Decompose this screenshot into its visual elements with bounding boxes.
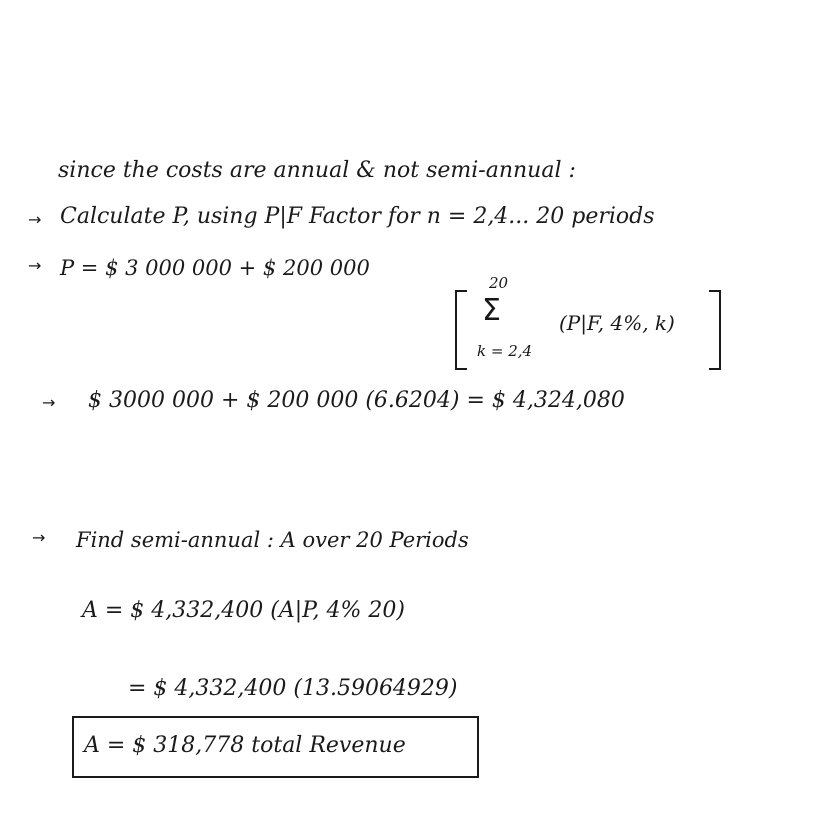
p-equation-text: P = $ 3 000 000 + $ 200 000: [60, 256, 370, 280]
arrow-icon: →: [28, 256, 42, 275]
arrow-icon: →: [28, 210, 42, 229]
left-bracket-icon: [455, 290, 467, 370]
a-substitution-text: = $ 4,332,400 (13.59064929): [128, 676, 458, 701]
arrow-icon: →: [32, 528, 46, 547]
right-bracket-icon: [709, 290, 721, 370]
calculate-text: Calculate P, using P|F Factor for n = 2,4... 20 periods: [60, 204, 655, 229]
p-result-text: $ 3000 000 + $ 200 000 (6.6204) = $ 4,324,080: [88, 388, 625, 413]
find-semi-text: Find semi-annual : A over 20 Periods: [76, 528, 469, 552]
intro-text: since the costs are annual & not semi-annual :: [58, 158, 576, 183]
summation-icon: Σ: [482, 293, 501, 328]
a-result-text: A = $ 318,778 total Revenue: [84, 733, 406, 758]
a-equation-text: A = $ 4,332,400 (A|P, 4% 20): [82, 598, 405, 623]
summation-upper-limit: 20: [489, 274, 509, 292]
summation-block: [455, 274, 725, 384]
summation-term: (P|F, 4%, k): [559, 311, 675, 335]
arrow-icon: →: [42, 393, 56, 412]
summation-lower-limit: k = 2,4: [477, 342, 533, 360]
